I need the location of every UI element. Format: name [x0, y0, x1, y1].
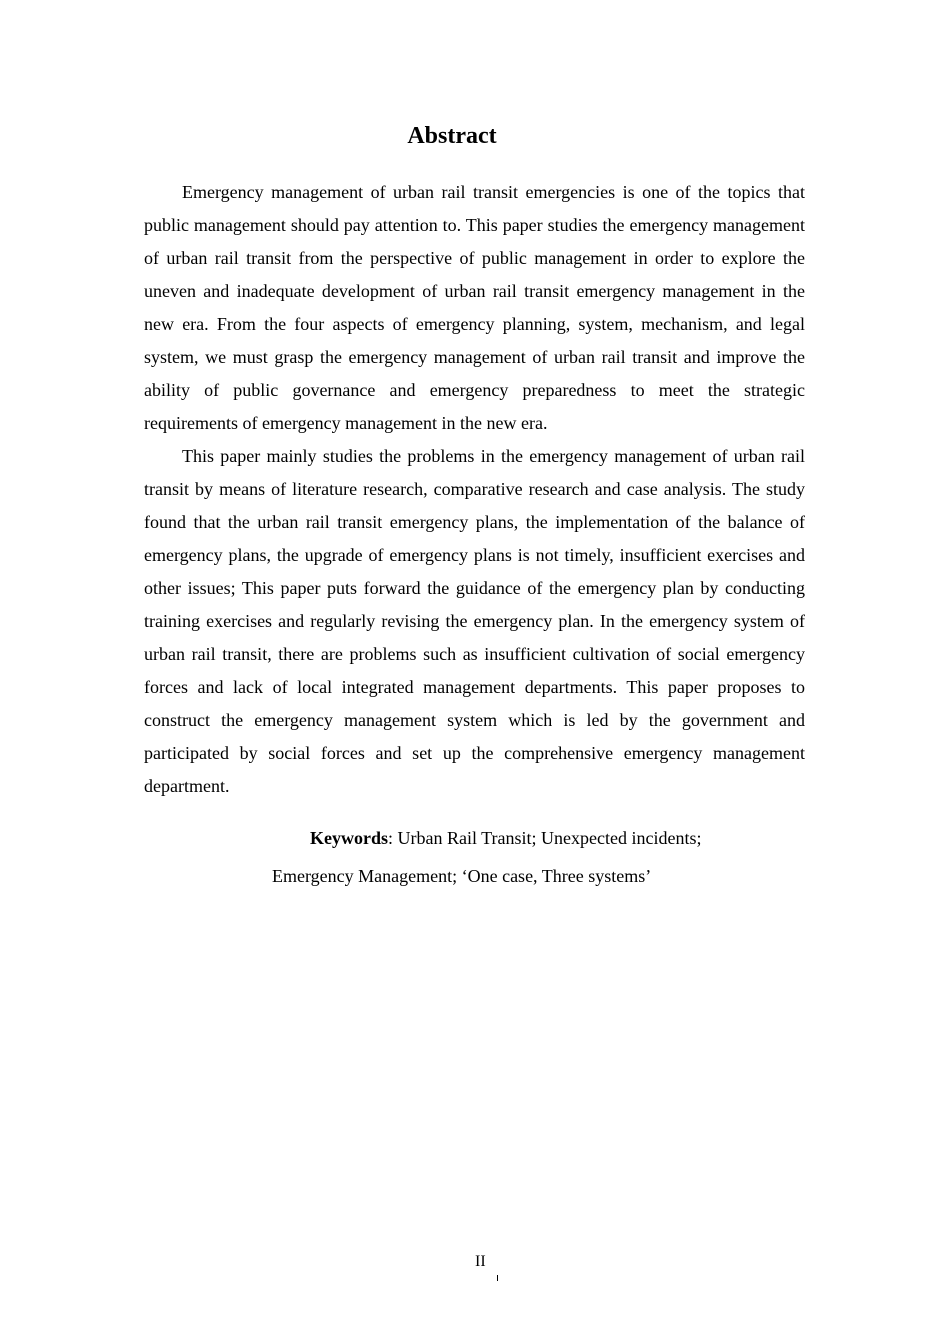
keywords-label: Keywords: [310, 828, 388, 848]
abstract-paragraph-2: This paper mainly studies the problems in the emergency management of urban rail transit by means of literature research, comparative research and case analysis. The study found that the urban rail transit emergency plans, the implementation of the balance of emergency plans, the upgrade of emergency plans is not timely, insufficient exercises and other issues; This paper puts forward the guidance of the emergency plan by conducting training exercises and regularly revising the emergency plan. In the emergency system of urban rail transit, there are problems such as insufficient cultivation of social emergency forces and lack of local integrated management departments. This paper proposes to construct the emergency management system which is led by the government and participated by social forces and set up the comprehensive emergency management department.: [144, 446, 805, 796]
page-number: II: [475, 1253, 486, 1270]
abstract-paragraph-1: Emergency management of urban rail transit emergencies is one of the topics that public management should pay attention to. This paper studies the emergency management of urban rail transit from the perspective of public management in order to explore the uneven and inadequate development of urban rail transit emergency management in the new era. From the four aspects of emergency planning, system, mechanism, and legal system, we must grasp the emergency management of urban rail transit and improve the ability of public governance and emergency preparedness to meet the strategic requirements of emergency management in the new era.: [144, 182, 805, 433]
keywords-text-2: Emergency Management; ‘One case, Three systems’: [272, 866, 652, 886]
abstract-title: Abstract: [407, 123, 497, 149]
keywords-line-2: [272, 862, 651, 890]
page-number-mark: [497, 1275, 498, 1281]
abstract-body: [144, 176, 805, 803]
keywords-text-1: : Urban Rail Transit; Unexpected incidents;: [388, 828, 702, 848]
keywords-line-1: [310, 824, 701, 852]
